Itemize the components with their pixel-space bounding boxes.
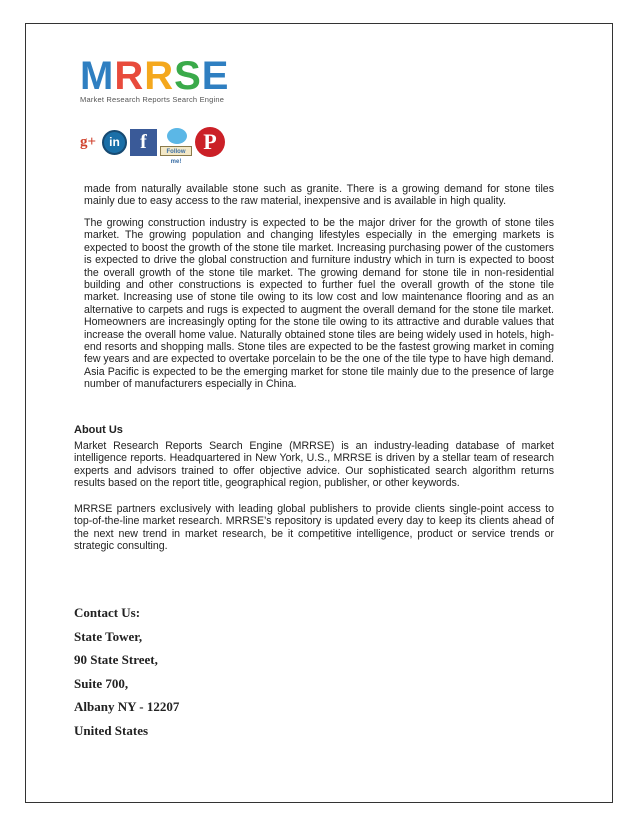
mrrse-logo[interactable] bbox=[80, 56, 250, 104]
paragraph-intro: made from naturally available stone such as granite. There is a growing demand for stone tiles mainly due to easy access to the raw material, inexpensive and is available in high quality. bbox=[84, 183, 554, 208]
twitter-follow-sign: Follow me! bbox=[160, 146, 192, 156]
contact-line-street: 90 State Street, bbox=[74, 652, 158, 667]
logo-letter-s: S bbox=[174, 54, 202, 98]
paragraph-growth-drivers: The growing construction industry is expected to be the major driver for the growth of stone tiles market. The growing population and changing lifestyles especially in the emerging markets is expected to boost the growth of the stone tile market. Increasing purchasing power of the customers is expected to drive the global construction and furniture industry which in turn is expected to boost the overall growth of the stone tile market. The growing demand for stone tile in non-residential building and other constructions is expected to further fuel the overall growth of the stone tile market. Increasing use of stone tile owing to its low cost and low maintenance flooring and as an alternative to carpets and rugs is expected to augment the overall demand for the stone tile market. Homeowners are increasingly opting for the stone tile owing to its attractive and durable values that increase the overall home value. Naturally obtained stone tiles are being widely used in hotels, high-end resorts and shopping malls. Stone tiles are expected to be the fastest growing market in coming few years and are expected to overtake porcelain to be the one of the tile type to have high demand. Asia Pacific is expected to be the emerging market for stone tile mainly due to the presence of large number of manufacturers especially in China. bbox=[84, 217, 554, 391]
social-links bbox=[77, 127, 225, 165]
contact-line-building: State Tower, bbox=[74, 628, 143, 644]
contact-line-city: Albany NY - 12207 bbox=[74, 699, 180, 714]
contact-block bbox=[74, 604, 179, 745]
pinterest-icon[interactable]: P bbox=[195, 127, 225, 157]
contact-heading: Contact Us: bbox=[74, 605, 141, 620]
about-us-heading: About Us bbox=[74, 424, 123, 436]
twitter-bird-icon bbox=[167, 128, 187, 144]
logo-letter-r2: R bbox=[144, 54, 175, 98]
logo-wordmark bbox=[80, 56, 250, 96]
logo-letter-r1: R bbox=[114, 54, 145, 98]
paragraph-about-1: Market Research Reports Search Engine (MRRSE) is an industry-leading database of market intelligence reports. Headquartered in New York, U.S., MRRSE is driven by a stellar team of research experts and advisors trained to offer objective advice. Our sophisticated search algorithm returns results based on the report title, geographical region, publisher, or other keywords. bbox=[74, 440, 554, 490]
logo-tagline: Market Research Reports Search Engine bbox=[80, 95, 225, 104]
twitter-follow-icon[interactable] bbox=[160, 127, 192, 165]
paragraph-about-2: MRRSE partners exclusively with leading global publishers to provide clients single-point access to top-of-the-line market research. MRRSE’s repository is updated every day to keep its clients ahead of the next new trend in market research, be it competitive intelligence, product or service trends or strategic consulting. bbox=[74, 503, 554, 553]
logo-letter-m: M bbox=[80, 54, 115, 98]
linkedin-icon[interactable]: in bbox=[102, 130, 127, 155]
contact-line-country: United States bbox=[74, 722, 149, 738]
google-plus-icon[interactable]: g+ bbox=[79, 133, 97, 150]
contact-line-suite: Suite 700, bbox=[74, 675, 129, 691]
logo-letter-e: E bbox=[201, 54, 230, 98]
facebook-icon[interactable]: f bbox=[130, 129, 157, 156]
